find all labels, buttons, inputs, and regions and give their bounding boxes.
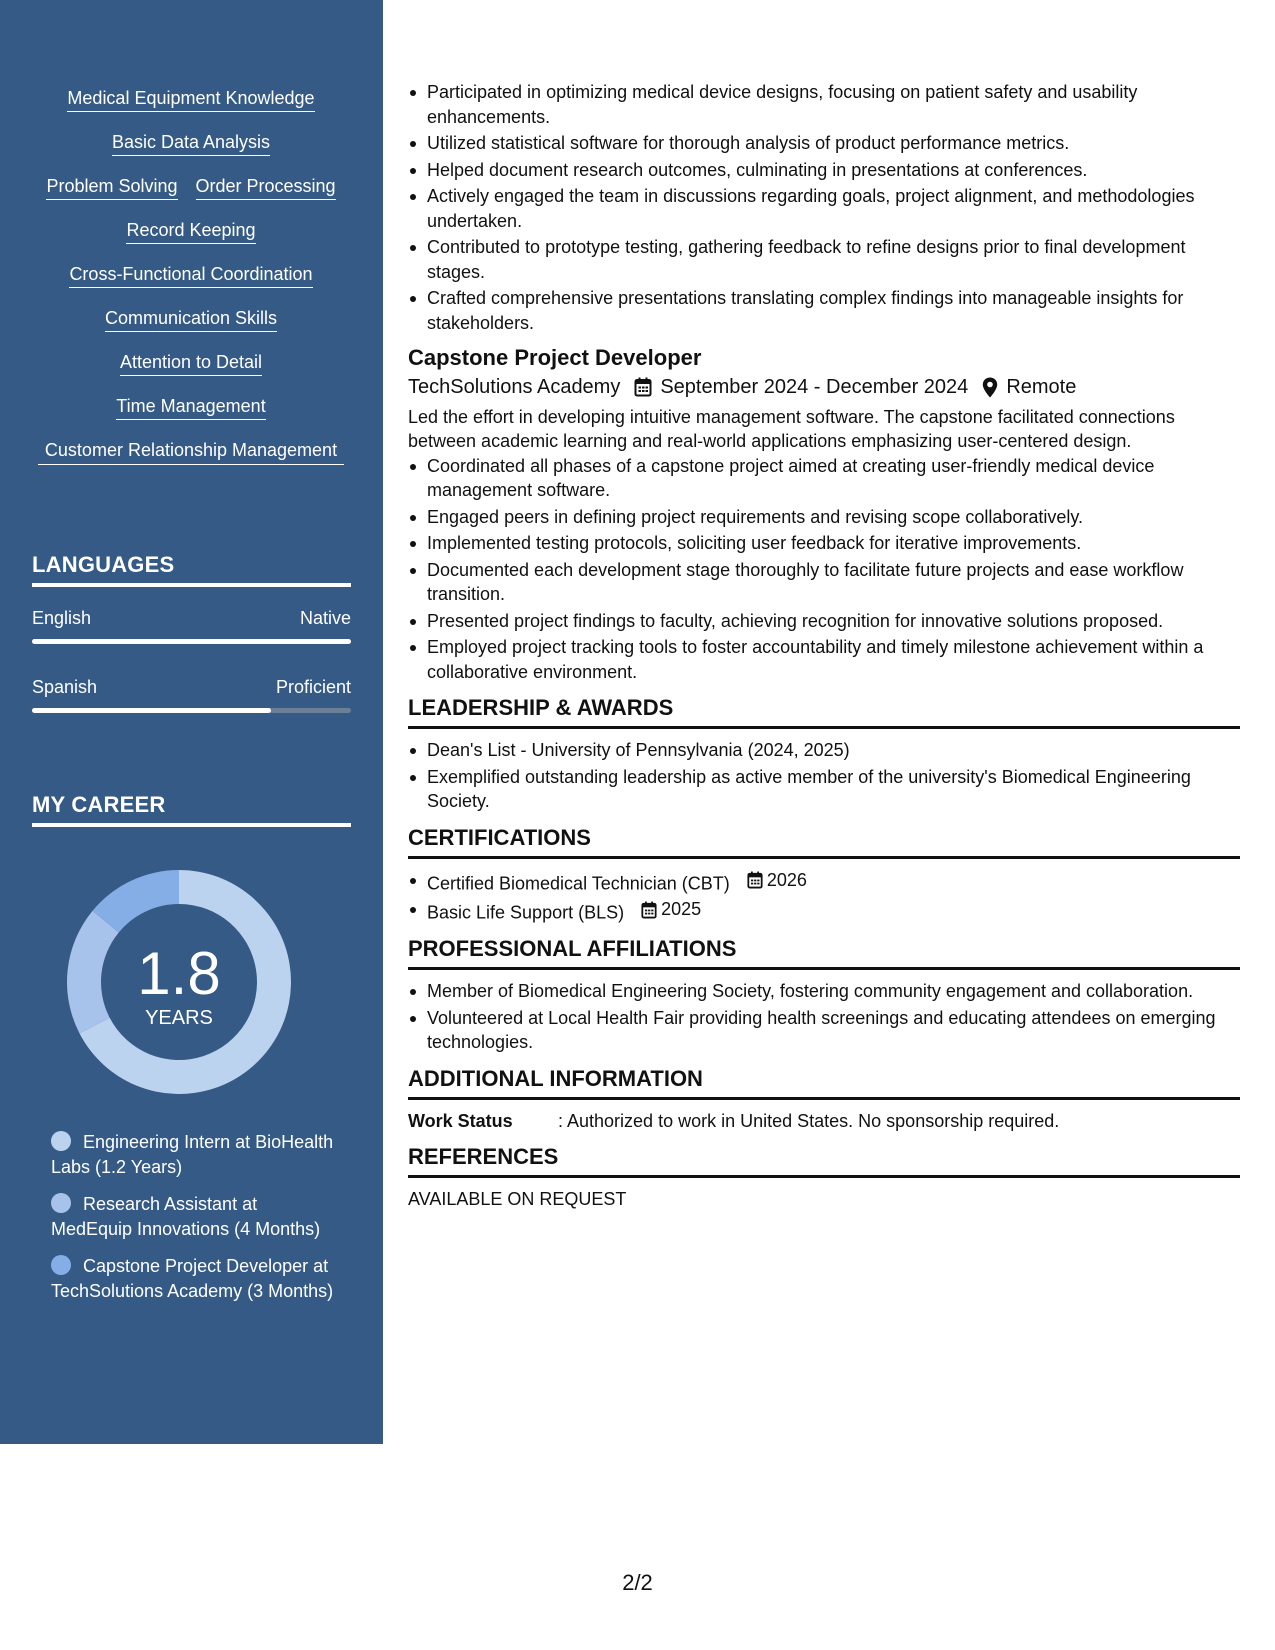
career-total-value: 1.8 [137, 940, 221, 1007]
list-item: Actively engaged the team in discussions regarding goals, project alignment, and methodologies undertaken. [408, 184, 1240, 233]
legend-dot-icon [51, 1193, 71, 1213]
language-spanish [32, 677, 351, 713]
sidebar [0, 0, 383, 1444]
cert-name: Certified Biomedical Technician (CBT) [427, 872, 730, 893]
skill-tag: Communication Skills [105, 306, 277, 332]
skill-tag: Order Processing [196, 174, 336, 200]
list-item: Crafted comprehensive presentations translating complex findings into manageable insights for stakeholders. [408, 286, 1240, 335]
references-text: AVAILABLE ON REQUEST [408, 1189, 627, 1209]
certifications-heading: CERTIFICATIONS [408, 824, 1240, 859]
affiliations-heading: PROFESSIONAL AFFILIATIONS [408, 935, 1240, 970]
cert-year: 2025 [661, 899, 702, 920]
list-item: Employed project tracking tools to foster accountability and timely milestone achievement within a collaborative environment. [408, 635, 1240, 684]
skill-tag: Record Keeping [126, 218, 255, 244]
career-donut-chart [66, 869, 292, 1095]
donut-slice [67, 911, 119, 1034]
language-name: English [32, 608, 92, 628]
language-bar-fill [32, 708, 271, 713]
legend-dot-icon [51, 1255, 71, 1275]
cert-name: Basic Life Support (BLS) [427, 902, 625, 923]
calendar-icon [634, 377, 652, 397]
skill-tag: Medical Equipment Knowledge [67, 86, 314, 112]
work-status-value: : Authorized to work in United States. No sponsorship required. [558, 1110, 1060, 1131]
job-dates: September 2024 - December 2024 [660, 376, 969, 398]
career-item-label: Research Assistant at MedEquip Innovations (4 Months) [51, 1194, 321, 1239]
list-item: Participated in optimizing medical device designs, focusing on patient safety and usability enhancements. [408, 80, 1240, 129]
career-total-unit: YEARS [145, 1007, 213, 1029]
calendar-icon [641, 901, 657, 919]
calendar-icon [747, 871, 763, 889]
career-item-label: Capstone Project Developer at TechSolutions Academy (3 Months) [51, 1256, 334, 1301]
job-title: Capstone Project Developer [408, 345, 702, 370]
work-status-label: Work Status [408, 1110, 513, 1131]
certifications-list [408, 868, 1240, 926]
additional-info-heading: ADDITIONAL INFORMATION [408, 1065, 1240, 1100]
career-item-label: Engineering Intern at BioHealth Labs (1.2 Years) [51, 1132, 334, 1177]
main-content [408, 80, 1240, 1212]
career-list [51, 1130, 341, 1316]
skill-tag: Time Management [116, 394, 265, 420]
leadership-heading: LEADERSHIP & AWARDS [408, 694, 1240, 729]
page-number: 2/2 [622, 1570, 653, 1595]
references-heading: REFERENCES [408, 1143, 1240, 1178]
job-meta [408, 375, 1240, 400]
legend-dot-icon [51, 1131, 71, 1151]
career-item [51, 1130, 341, 1180]
affiliations-list [408, 979, 1240, 1055]
language-name: Spanish [32, 677, 98, 697]
list-item [408, 897, 1240, 925]
languages-heading: LANGUAGES [32, 552, 351, 587]
language-bar-fill [32, 639, 351, 644]
job-description: Led the effort in developing intuitive management software. The capstone facilitated connections between academic learning and real-world applications emphasizing user-centered design. [408, 406, 1175, 451]
list-item: Utilized statistical software for thorough analysis of product performance metrics. [408, 131, 1240, 156]
career-heading: MY CAREER [32, 792, 351, 827]
work-status-row [408, 1109, 1240, 1134]
cert-year: 2026 [766, 869, 807, 890]
language-bar [32, 639, 351, 644]
career-item [51, 1192, 341, 1242]
list-item: Contributed to prototype testing, gathering feedback to refine designs prior to final development stages. [408, 235, 1240, 284]
list-item: Implemented testing protocols, soliciting user feedback for iterative improvements. [408, 531, 1240, 556]
language-bar [32, 708, 351, 713]
list-item: Documented each development stage thoroughly to facilitate future projects and ease workflow transition. [408, 558, 1240, 607]
list-item: Volunteered at Local Health Fair providing health screenings and educating attendees on emerging technologies. [408, 1006, 1240, 1055]
list-item: Exemplified outstanding leadership as active member of the university's Biomedical Engineering Society. [408, 765, 1240, 814]
skill-tag: Basic Data Analysis [112, 130, 270, 156]
language-level: Native [299, 608, 351, 628]
career-item [51, 1254, 341, 1304]
list-item: Helped document research outcomes, culminating in presentations at conferences. [408, 158, 1240, 183]
skill-tag: Customer Relationship Management [38, 438, 344, 465]
prior-job-bullets [408, 80, 1240, 335]
job-location: Remote [1006, 376, 1077, 398]
language-english [32, 608, 351, 644]
skill-tag: Problem Solving [46, 174, 177, 200]
location-pin-icon [982, 377, 998, 398]
list-item [408, 868, 1240, 896]
skill-tag: Attention to Detail [120, 350, 262, 376]
skills-list [38, 86, 344, 483]
list-item: Engaged peers in defining project requirements and revising scope collaboratively. [408, 505, 1240, 530]
skill-tag: Cross-Functional Coordination [69, 262, 312, 288]
job-company: TechSolutions Academy [408, 376, 621, 398]
list-item: Presented project findings to faculty, achieving recognition for innovative solutions proposed. [408, 609, 1240, 634]
list-item: Dean's List - University of Pennsylvania (2024, 2025) [408, 738, 1240, 763]
leadership-list [408, 738, 1240, 814]
language-level: Proficient [275, 677, 351, 697]
list-item: Member of Biomedical Engineering Society, fostering community engagement and collaboration. [408, 979, 1240, 1004]
list-item: Coordinated all phases of a capstone project aimed at creating user-friendly medical device management software. [408, 454, 1240, 503]
job-bullets [408, 454, 1240, 685]
